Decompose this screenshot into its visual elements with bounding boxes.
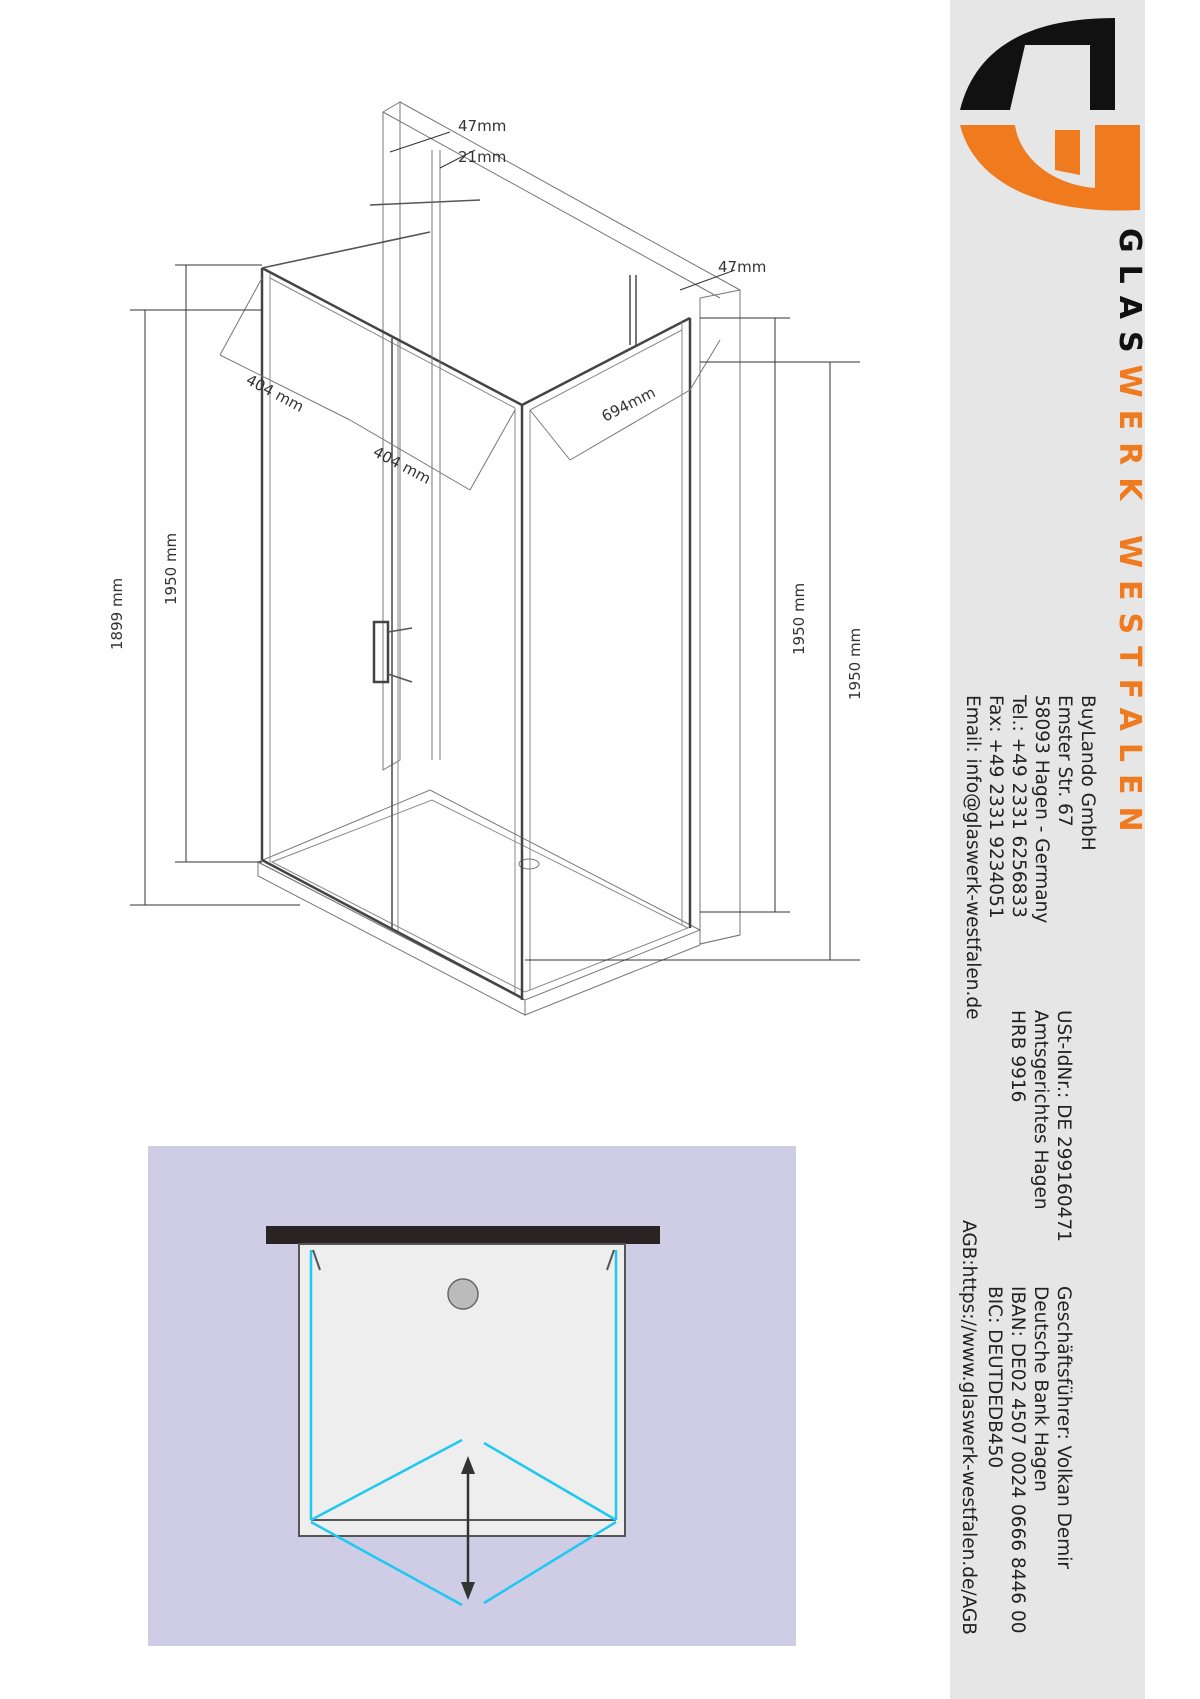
company-bank <box>983 1286 1075 1634</box>
company-sidebar <box>950 0 1145 1699</box>
side-wall <box>700 290 740 944</box>
stabiliser-bar <box>262 150 636 760</box>
floor-plan-view <box>148 1146 796 1646</box>
company-address <box>961 695 1099 1020</box>
brand-part1: GLAS <box>1112 228 1147 365</box>
sidebar-content <box>950 0 1145 1699</box>
bank-name: Deutsche Bank Hagen <box>1030 1286 1051 1492</box>
company-fax: Fax: +49 2331 9234051 <box>985 695 1006 919</box>
dimension-lines <box>130 132 860 960</box>
dim-404mm-left: 404 mm <box>243 370 307 416</box>
company-street: Emster Str. 67 <box>1054 695 1075 827</box>
front-door-frame <box>262 268 522 1000</box>
vat-id: USt-IdNr.: DE 299160471 <box>1053 1010 1074 1242</box>
dim-47mm-right: 47mm <box>718 258 767 276</box>
dim-404mm-center: 404 mm <box>370 442 434 488</box>
manager: Geschäftsführer: Volkan Demir <box>1053 1286 1074 1570</box>
company-legal <box>1006 1010 1075 1242</box>
agb-link[interactable]: AGB:https://www.glaswerk-westfalen.de/AGB <box>958 1220 979 1635</box>
dim-1950mm-far-right: 1950 mm <box>846 627 864 700</box>
dim-1899mm: 1899 mm <box>108 577 126 650</box>
hrb: HRB 9916 <box>1007 1010 1028 1103</box>
dim-21mm: 21mm <box>458 148 507 166</box>
glaswerk-logo-icon <box>955 10 1145 220</box>
company-name: BuyLando GmbH <box>1077 695 1098 851</box>
company-tel: Tel.: +49 2331 6256833 <box>1008 695 1029 918</box>
brand-part2: WERK WESTFALEN <box>1112 364 1147 844</box>
iban: IBAN: DE02 4507 0024 0666 8446 00 <box>1007 1286 1028 1634</box>
dim-47mm-top: 47mm <box>458 117 507 135</box>
door-handle <box>374 622 388 682</box>
brand-wordmark <box>1112 228 1147 844</box>
bic: BIC: DEUTDEDB450 <box>984 1286 1005 1469</box>
dim-694mm: 694mm <box>598 383 659 426</box>
drain-icon <box>448 1279 478 1309</box>
company-city: 58093 Hagen - Germany <box>1031 695 1052 924</box>
shower-tray <box>258 790 700 1015</box>
court: Amtsgerichtes Hagen <box>1030 1010 1051 1210</box>
company-email: Email: info@glaswerk-westfalen.de <box>962 695 983 1020</box>
dim-1950mm-right: 1950 mm <box>790 582 808 655</box>
wall-bar <box>266 1226 660 1244</box>
dim-1950mm-left: 1950 mm <box>162 532 180 605</box>
